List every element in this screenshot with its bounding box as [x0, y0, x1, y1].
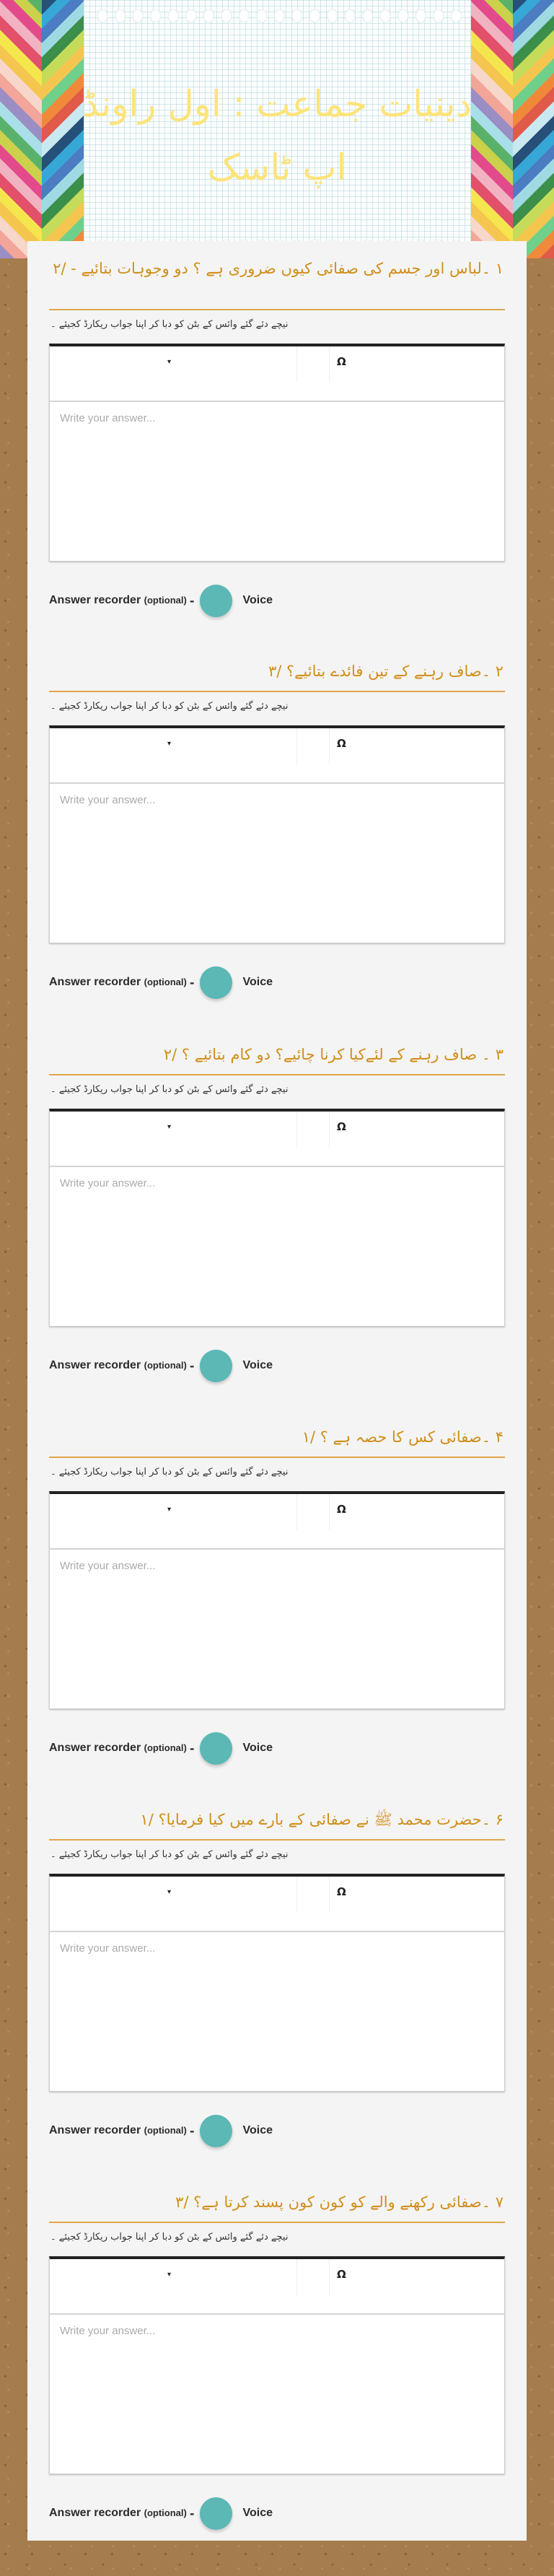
page-title: دینیات جماعت : اول راونڈ اپ ٹاسک	[82, 83, 472, 188]
recorder-optional-text: (optional)	[144, 595, 187, 606]
answer-recorder	[49, 584, 505, 617]
voice-label: Voice	[242, 594, 273, 606]
record-voice-button[interactable]	[200, 2497, 232, 2530]
question-instruction	[49, 701, 505, 717]
format-dropdown[interactable]	[50, 2259, 297, 2295]
editor-toolbar	[50, 1112, 504, 1167]
recorder-dash: -	[189, 2123, 195, 2138]
special-character-icon[interactable]: Ω	[337, 355, 346, 368]
question-title: ۱ ۔لباس اور جسم کی صفائی کیوں ضروری ہے ؟ دو وجوہات بتائیے - /۲	[53, 260, 504, 277]
answer-recorder	[49, 2114, 505, 2147]
caret-down-icon: ▾	[167, 358, 172, 366]
answer-input[interactable]	[50, 784, 504, 943]
stripe-pattern	[513, 0, 554, 258]
caret-down-icon: ▾	[167, 1888, 172, 1896]
recorder-label	[49, 2124, 187, 2137]
question-title: ۴ ۔صفائی کس کا حصہ ہے ؟ /۱	[302, 1428, 504, 1446]
special-character-icon[interactable]: Ω	[337, 1503, 346, 1516]
recorder-dash: -	[189, 1741, 195, 1755]
recorder-label	[49, 1742, 187, 1755]
toolbar-separator	[297, 728, 330, 764]
question-divider	[49, 1839, 505, 1841]
recorder-dash: -	[189, 2506, 195, 2520]
toolbar-separator	[297, 2259, 330, 2295]
answer-input[interactable]	[50, 1167, 504, 1326]
answer-editor	[49, 2256, 505, 2474]
question-title: ۳ ۔ صاف رہنے کے لئےکیا کرنا چائیے؟ دو کام بتائیے ؟ /۲	[163, 1046, 504, 1063]
recorder-label-text: Answer recorder	[49, 594, 141, 606]
recorder-label-text: Answer recorder	[49, 976, 141, 988]
question-7	[49, 2190, 505, 2530]
editor-toolbar	[50, 1877, 504, 1932]
caret-down-icon: ▾	[167, 2271, 172, 2279]
instruction-text: نیچے دئے گئے وائس کے بٹن کو دبا کر اپنا جواب ریکارڈ کجیئے ۔	[50, 701, 289, 712]
question-4	[49, 1425, 505, 1765]
format-dropdown[interactable]	[50, 1112, 297, 1148]
question-divider	[49, 1074, 505, 1075]
special-character-icon[interactable]: Ω	[337, 1120, 346, 1133]
recorder-label-text: Answer recorder	[49, 2124, 141, 2136]
question-title: ۶ ۔حضرت محمد ﷺ نے صفائی کے بارے میں کیا فرمایا؟ /۱	[140, 1811, 504, 1828]
question-divider	[49, 309, 505, 310]
question-instruction	[49, 1084, 505, 1100]
record-voice-button[interactable]	[200, 585, 232, 617]
recorder-dash: -	[189, 593, 195, 608]
record-voice-button[interactable]	[200, 966, 232, 999]
record-voice-button[interactable]	[200, 1350, 232, 1382]
voice-label: Voice	[242, 1359, 273, 1371]
recorder-optional-text: (optional)	[144, 2507, 187, 2518]
recorder-label	[49, 976, 187, 989]
caret-down-icon: ▾	[167, 1506, 172, 1514]
format-dropdown[interactable]	[50, 1877, 297, 1913]
question-instruction	[49, 2232, 505, 2248]
recorder-optional-text: (optional)	[144, 977, 187, 987]
answer-recorder	[49, 2497, 505, 2530]
question-2	[49, 659, 505, 999]
recorder-optional-text: (optional)	[144, 2125, 187, 2136]
question-instruction	[49, 1467, 505, 1483]
question-title: ۲ ۔صاف رہنے کے تین فائدے بتائیے؟ /۳	[268, 663, 504, 680]
format-dropdown[interactable]	[50, 728, 297, 764]
stripe-pattern	[0, 0, 42, 258]
recorder-label-text: Answer recorder	[49, 1359, 141, 1371]
editor-toolbar	[50, 1494, 504, 1550]
instruction-text: نیچے دئے گئے وائس کے بٹن کو دبا کر اپنا جواب ریکارڈ کجیئے ۔	[50, 1849, 289, 1860]
editor-toolbar	[50, 346, 504, 402]
editor-toolbar	[50, 728, 504, 784]
instruction-text: نیچے دئے گئے وائس کے بٹن کو دبا کر اپنا جواب ریکارڈ کجیئے ۔	[50, 1467, 289, 1477]
toolbar-separator	[297, 1112, 330, 1148]
recorder-dash: -	[189, 975, 195, 990]
recorder-label	[49, 2507, 187, 2520]
toolbar-separator	[297, 346, 330, 383]
answer-editor	[49, 1109, 505, 1327]
header-banner	[0, 0, 554, 258]
answer-input[interactable]	[50, 1932, 504, 2091]
question-6	[49, 1807, 505, 2147]
recorder-label	[49, 1359, 187, 1372]
voice-label: Voice	[242, 2507, 273, 2519]
question-divider	[49, 1457, 505, 1458]
answer-input[interactable]	[50, 2315, 504, 2474]
editor-toolbar	[50, 2259, 504, 2315]
instruction-text: نیچے دئے گئے وائس کے بٹن کو دبا کر اپنا جواب ریکارڈ کجیئے ۔	[50, 1084, 289, 1095]
answer-recorder	[49, 966, 505, 999]
recorder-optional-text: (optional)	[144, 1742, 187, 1753]
toolbar-separator	[297, 1877, 330, 1913]
paper-holes	[94, 9, 461, 22]
special-character-icon[interactable]: Ω	[337, 2268, 346, 2281]
format-dropdown[interactable]	[50, 346, 297, 383]
toolbar-separator	[297, 1494, 330, 1530]
question-instruction	[49, 1849, 505, 1865]
question-1	[49, 256, 505, 617]
voice-label: Voice	[242, 2124, 273, 2136]
question-instruction	[49, 319, 505, 335]
answer-input[interactable]	[50, 1550, 504, 1708]
answer-editor	[49, 1874, 505, 2092]
recorder-optional-text: (optional)	[144, 1360, 187, 1371]
recorder-dash: -	[189, 1358, 195, 1373]
recorder-label	[49, 594, 187, 607]
answer-input[interactable]	[50, 402, 504, 561]
recorder-label-text: Answer recorder	[49, 1742, 141, 1754]
recorder-label-text: Answer recorder	[49, 2507, 141, 2519]
voice-label: Voice	[242, 976, 273, 988]
answer-editor	[49, 1491, 505, 1709]
question-3	[49, 1042, 505, 1382]
format-dropdown[interactable]	[50, 1494, 297, 1530]
answer-editor	[49, 344, 505, 562]
answer-editor	[49, 725, 505, 943]
caret-down-icon: ▾	[167, 1123, 172, 1131]
worksheet-card	[27, 241, 527, 2541]
special-character-icon[interactable]: Ω	[337, 1885, 346, 1898]
question-divider	[49, 2222, 505, 2223]
record-voice-button[interactable]	[200, 2115, 232, 2147]
record-voice-button[interactable]	[200, 1732, 232, 1765]
special-character-icon[interactable]: Ω	[337, 737, 346, 750]
instruction-text: نیچے دئے گئے وائس کے بٹن کو دبا کر اپنا جواب ریکارڈ کجیئے ۔	[50, 319, 289, 330]
question-title: ۷ ۔صفائی رکھنے والے کو کون کون پسند کرتا ہے؟ /۳	[175, 2193, 504, 2211]
instruction-text: نیچے دئے گئے وائس کے بٹن کو دبا کر اپنا جواب ریکارڈ کجیئے ۔	[50, 2232, 289, 2243]
question-divider	[49, 691, 505, 692]
answer-recorder	[49, 1732, 505, 1765]
caret-down-icon: ▾	[167, 740, 172, 748]
answer-recorder	[49, 1349, 505, 1382]
voice-label: Voice	[242, 1742, 273, 1754]
